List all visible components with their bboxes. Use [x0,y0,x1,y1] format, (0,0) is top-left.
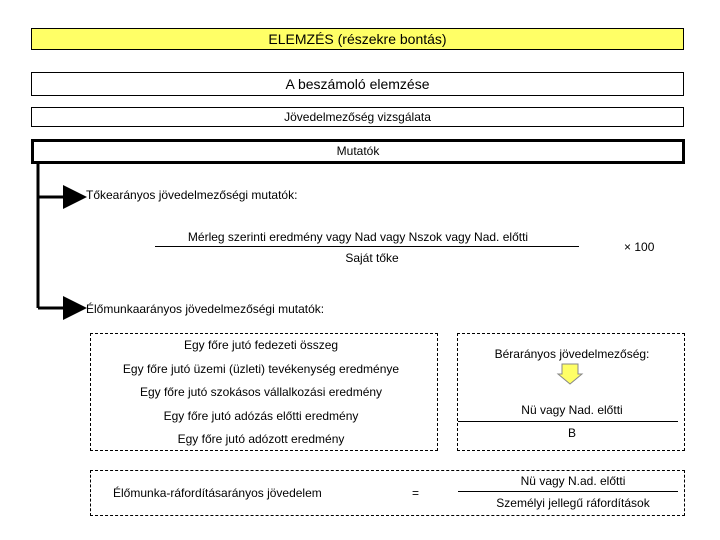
per-capita-item: Egy főre jutó fedezeti összeg [183,338,339,352]
indicators-text: Mutatók [336,144,380,158]
labor-label: Élőmunkaarányos jövedelmezőségi mutatók: [86,302,325,316]
wage-denominator: B [567,426,577,440]
capital-multiplier: × 100 [624,240,655,254]
cost-denominator: Személyi jellegű ráfordítások [496,496,650,510]
capital-denominator: Saját tőke [345,251,399,265]
title-text: ELEMZÉS (részekre bontás) [268,31,447,47]
per-capita-item: Egy főre jutó adózott eredmény [177,432,345,446]
per-capita-item: Egy főre jutó adózás előtti eredmény [163,409,359,423]
cost-numerator: Nü vagy N.ad. előtti [520,474,626,488]
cost-fraction-line [458,491,678,492]
per-capita-item: Egy főre jutó üzemi (üzleti) tevékenység eredménye [122,362,400,376]
capital-numerator: Mérleg szerinti eredmény vagy Nad vagy Nszok vagy Nad. előtti [187,230,529,244]
per-capita-item: Egy főre jutó szokásos vállalkozási eredmény [139,385,383,399]
wage-fraction-line [458,421,678,422]
wage-numerator: Nü vagy Nad. előtti [521,403,623,417]
cost-equals: = [412,486,420,500]
wage-title: Bérarányos jövedelmezőség: [494,347,650,361]
capital-fraction-line [155,246,579,247]
capital-label: Tőkearányos jövedelmezőségi mutatók: [86,188,298,202]
cost-label: Élőmunka-ráfordításarányos jövedelem [113,486,322,500]
section-text: Jövedelmezőség vizsgálata [284,110,431,124]
subtitle-text: A beszámoló elemzése [285,76,430,92]
